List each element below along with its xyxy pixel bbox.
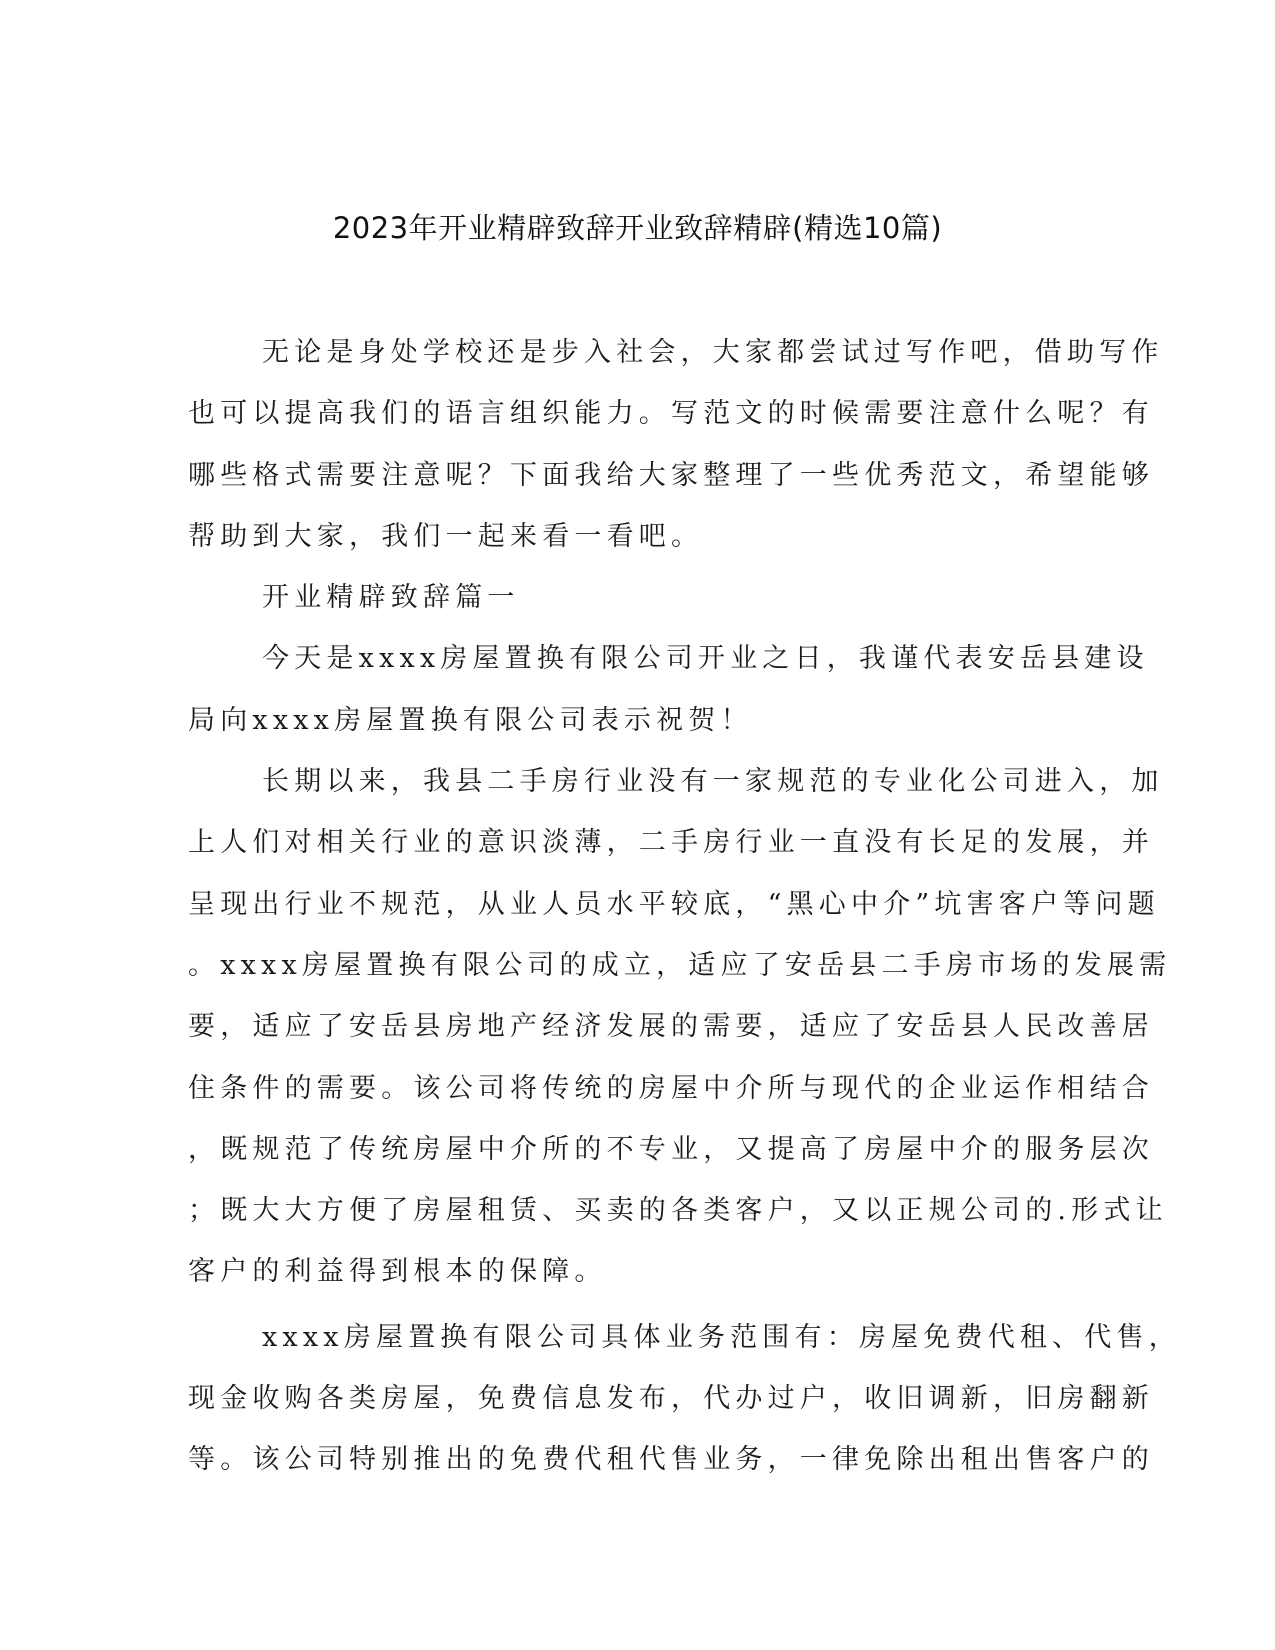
paragraph-line: 今天是xxxx房屋置换有限公司开业之日，我谨代表安岳县建设 [262, 643, 1149, 675]
paragraph-line: ，既规范了传统房屋中介所的不专业，又提高了房屋中介的服务层次 [188, 1133, 1154, 1165]
paragraph-line: 长期以来，我县二手房行业没有一家规范的专业化公司进入，加 [262, 766, 1164, 798]
paragraph-line: 等。该公司特别推出的免费代租代售业务，一律免除出租出售客户的 [188, 1444, 1154, 1476]
document-body [188, 322, 1181, 1491]
paragraph-line: 客户的利益得到根本的保障。 [188, 1256, 607, 1288]
paragraph-line: ；既大大方便了房屋租赁、买卖的各类客户，又以正规公司的.形式让 [188, 1195, 1168, 1227]
paragraph-line: 局向xxxx房屋置换有限公司表示祝贺！ [188, 704, 753, 736]
paragraph-line: 呈现出行业不规范，从业人员水平较底，“黑心中介”坑害客户等问题 [188, 888, 1160, 920]
paragraph-line: 哪些格式需要注意呢？下面我给大家整理了一些优秀范文，希望能够 [188, 459, 1154, 491]
paragraph-line: 现金收购各类房屋，免费信息发布，代办过户，收旧调新，旧房翻新 [188, 1383, 1154, 1415]
paragraph-line: 。xxxx房屋置换有限公司的成立，适应了安岳县二手房市场的发展需 [188, 949, 1172, 981]
paragraph-line: 上人们对相关行业的意识淡薄，二手房行业一直没有长足的发展，并 [188, 827, 1154, 859]
paragraph-line: 住条件的需要。该公司将传统的房屋中介所与现代的企业运作相结合 [188, 1072, 1154, 1104]
paragraph-line: 帮助到大家，我们一起来看一看吧。 [188, 520, 704, 552]
paragraph-line: 也可以提高我们的语言组织能力。写范文的时候需要注意什么呢？有 [188, 398, 1154, 430]
paragraph-line: 要，适应了安岳县房地产经济发展的需要，适应了安岳县人民改善居 [188, 1011, 1154, 1043]
paragraph-line: 无论是身处学校还是步入社会，大家都尝试过写作吧，借助写作 [262, 337, 1164, 368]
document-title: 2023年开业精辟致辞开业致辞精辟(精选10篇) [332, 211, 943, 245]
section-heading: 开业精辟致辞篇一 [262, 582, 520, 614]
paragraph-line: xxxx房屋置换有限公司具体业务范围有：房屋免费代租、代售， [262, 1321, 1181, 1353]
